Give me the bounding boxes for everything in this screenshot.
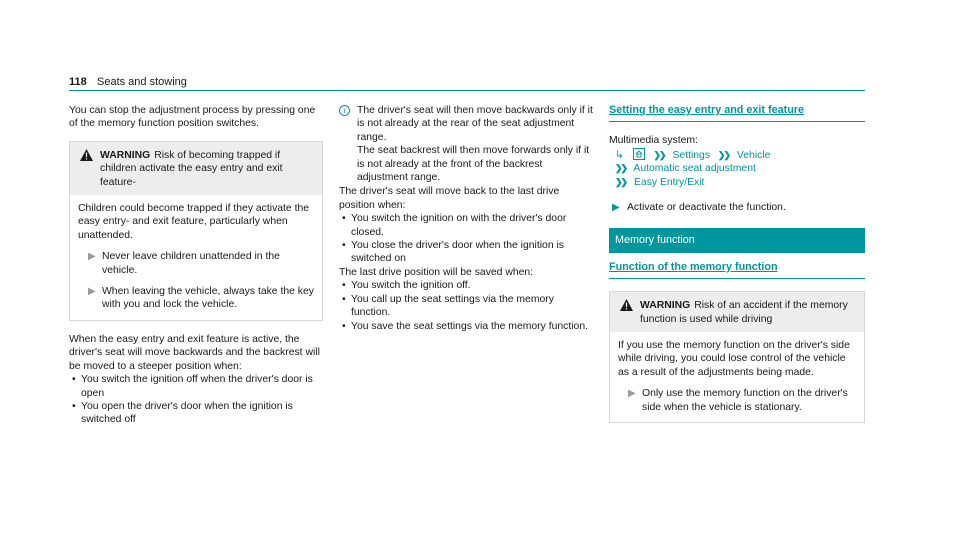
- warning-title: Risk of becoming trapped if children activate the easy entry and exit feature-: [100, 149, 283, 188]
- warning-step: [78, 250, 316, 277]
- column-3: [609, 104, 865, 435]
- info-icon: i: [339, 105, 350, 116]
- memory-function-bar: Memory function: [609, 228, 865, 252]
- warning-label: WARNING: [640, 300, 691, 312]
- warning-title: Risk of an accident if the memory function is used while driving: [640, 300, 848, 325]
- saved-list: [339, 279, 595, 333]
- chevron-double-icon: ❯❯: [717, 149, 730, 160]
- list-item: • You close the driver's door when the ignition is switched on: [339, 239, 595, 266]
- chevron-double-icon: ❯❯: [615, 163, 627, 174]
- warning-triangle-icon: [620, 299, 633, 311]
- menu-path-auto-seat[interactable]: Automatic seat adjustment: [633, 163, 756, 175]
- warning-header: [70, 142, 322, 195]
- menu-path-vehicle[interactable]: Vehicle: [736, 149, 771, 161]
- arrow-right-icon: ▶: [628, 388, 636, 400]
- condition-paragraph: When the easy entry and exit feature is active, the driver's seat will move backwards and the backrest will be moved to a steeper position when:: [69, 333, 320, 372]
- warning-label: WARNING: [100, 149, 151, 161]
- warning-step-text: Only use the memory function on the driver's side when the vehicle is stationary.: [642, 388, 848, 413]
- chevron-double-icon: ❯❯: [615, 176, 627, 187]
- list-item: • You switch the ignition off.: [339, 279, 595, 292]
- condition-list: [69, 373, 323, 427]
- arrow-right-icon: ▶: [612, 202, 620, 214]
- drive-position-paragraph: The driver's seat will move back to the last drive position when:: [339, 186, 560, 211]
- menu-path-easy-entry[interactable]: Easy Entry/Exit: [633, 176, 705, 188]
- action-step: [609, 201, 865, 214]
- menu-path-line-3: [615, 176, 865, 189]
- page-number: 118: [69, 76, 87, 88]
- action-text: Activate or deactivate the function.: [627, 202, 786, 214]
- list-item: • You open the driver's door when the ignition is switched off: [69, 400, 323, 427]
- menu-path-line-1: [615, 148, 865, 162]
- warning-header: [610, 292, 864, 332]
- warning-body: [610, 332, 864, 422]
- list-item: • You call up the seat settings via the memory function.: [339, 293, 595, 320]
- list-item: • You switch the ignition on with the driver's door closed.: [339, 212, 595, 239]
- easy-entry-heading: Setting the easy entry and exit feature: [609, 104, 805, 116]
- warning-box: [69, 141, 323, 321]
- info-note-text: The driver's seat will then move backwards only if it is not already at the rear of the seat adjustment range. The seat backrest will then move forwards only if it is not already at the front of the backrest adjustment range.: [357, 105, 593, 184]
- menu-path-settings[interactable]: Settings: [672, 149, 711, 161]
- saved-paragraph: The last drive position will be saved when:: [339, 266, 534, 278]
- header-rule: [69, 90, 865, 91]
- warning-step: [618, 387, 858, 414]
- memory-function-heading: Function of the memory function: [609, 260, 778, 273]
- warning-body: [70, 195, 322, 320]
- column-2: [339, 104, 595, 333]
- heading-rule: [609, 121, 865, 122]
- page-header: [69, 76, 865, 90]
- section-title: Seats and stowing: [97, 76, 187, 88]
- warning-triangle-icon: [80, 149, 93, 161]
- list-item: • You save the seat settings via the memory function.: [339, 320, 595, 333]
- drive-position-list: [339, 212, 595, 266]
- home-icon[interactable]: [633, 148, 645, 160]
- menu-path-line-2: [615, 162, 865, 175]
- warning-step: [78, 285, 316, 312]
- warning-text: Children could become trapped if they activate the easy entry- and exit feature, particularly when unattended.: [78, 203, 310, 241]
- system-label: Multimedia system:: [609, 135, 698, 147]
- chevron-double-icon: ❯❯: [653, 149, 665, 160]
- column-1: [69, 104, 323, 427]
- intro-paragraph: You can stop the adjustment process by pressing one of the memory function position switches.: [69, 105, 316, 130]
- warning-step-text: When leaving the vehicle, always take the key with you and lock the vehicle.: [102, 286, 314, 311]
- arrow-right-icon: ▶: [88, 251, 96, 263]
- warning-step-text: Never leave children unattended in the vehicle.: [102, 251, 280, 276]
- list-item: • You switch the ignition off when the driver's door is open: [69, 373, 323, 400]
- warning-text: If you use the memory function on the driver's side while driving, you could lose control of the vehicle as a result of the adjustments being made.: [618, 340, 850, 378]
- info-note: [339, 104, 595, 184]
- heading-rule: [609, 278, 865, 279]
- arrow-right-icon: ▶: [88, 286, 96, 298]
- return-arrow-icon: ↳: [615, 149, 624, 161]
- warning-box: [609, 291, 865, 423]
